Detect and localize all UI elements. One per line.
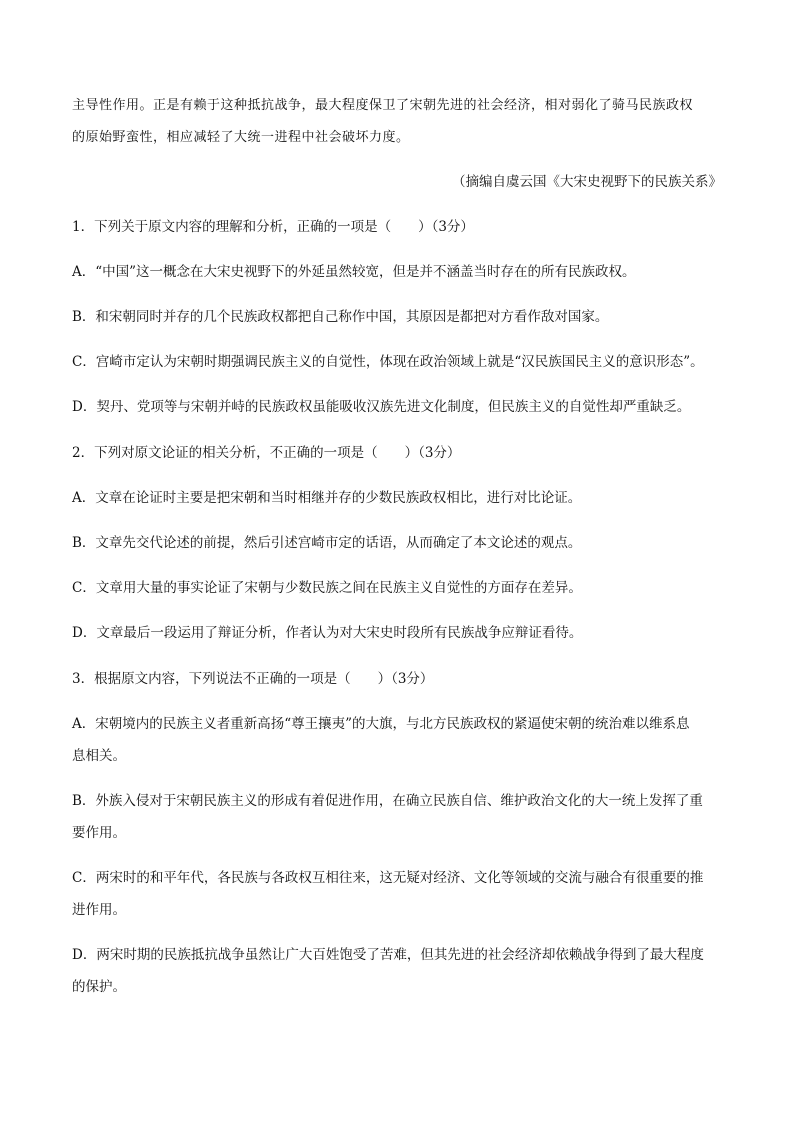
intro-text-line-1: 主导性作用。正是有赖于这种抵抗战争，最大程度保卫了宋朝先进的社会经济，相对弱化了骑马民族政权 xyxy=(72,98,694,113)
question-3-option-d-line-2: 的保护。 xyxy=(72,979,126,995)
question-3-option-c xyxy=(72,867,722,921)
question-2-option-a: A．文章在论证时主要是把宋朝和当时相继并存的少数民族政权相比，进行对比论证。 xyxy=(72,490,582,506)
question-1-option-c: C．宫崎市定认为宋朝时期强调民族主义的自觉性，体现在政治领域上就是“汉民族国民主义的意识形态”。 xyxy=(72,354,704,370)
source-citation: （摘编自虞云国《大宋史视野下的民族关系》 xyxy=(452,174,722,190)
question-3-option-b-line-2: 要作用。 xyxy=(72,825,126,841)
intro-text-line-2: 的原始野蛮性，相应减轻了大统一进程中社会破坏力度。 xyxy=(72,130,410,145)
question-3-option-c-line-1: C．两宋时的和平年代，各民族与各政权互相往来，这无疑对经济、文化等领域的交流与融合有很重要的推 xyxy=(72,870,704,886)
question-3-stem: 3．根据原文内容，下列说法不正确的一项是（ ）（3分） xyxy=(72,671,434,687)
question-2-stem: 2．下列对原文论证的相关分析，不正确的一项是（ ）（3分） xyxy=(72,445,461,461)
question-3-option-c-line-2: 进作用。 xyxy=(72,902,126,918)
question-1-stem: 1．下列关于原文内容的理解和分析，正确的一项是（ ）（3分） xyxy=(72,219,474,235)
question-3-option-d xyxy=(72,944,722,998)
question-2 xyxy=(72,442,722,644)
question-2-option-c: C．文章用大量的事实论证了宋朝与少数民族之间在民族主义自觉性的方面存在差异。 xyxy=(72,580,582,596)
question-1-option-d: D．契丹、党项等与宋朝并峙的民族政权虽能吸收汉族先进文化制度，但民族主义的自觉性却严重缺乏。 xyxy=(72,399,691,415)
question-3-option-a xyxy=(72,713,722,767)
question-3 xyxy=(72,668,722,998)
question-3-option-a-line-1: A．宋朝境内的民族主义者重新高扬“尊王攘夷”的大旗，与北方民族政权的紧逼使宋朝的统治难以维系息 xyxy=(72,716,690,732)
question-2-option-b: B．文章先交代论述的前提，然后引述宫崎市定的话语，从而确定了本文论述的观点。 xyxy=(72,535,582,551)
question-3-option-b xyxy=(72,790,722,844)
question-3-option-d-line-1: D．两宋时期的民族抵抗战争虽然让广大百姓饱受了苦难，但其先进的社会经济却依赖战争得到了最大程度 xyxy=(72,947,704,963)
question-1-option-b: B．和宋朝同时并存的几个民族政权都把自己称作中国，其原因是都把对方看作敌对国家。 xyxy=(72,309,609,325)
question-1-option-a: A．“中国”这一概念在大宋史视野下的外延虽然较宽，但是并不涵盖当时存在的所有民族政权。 xyxy=(72,264,636,280)
question-2-option-d: D．文章最后一段运用了辩证分析，作者认为对大宋史时段所有民族战争应辩证看待。 xyxy=(72,625,583,641)
question-1 xyxy=(72,216,722,418)
question-3-option-a-line-2: 息相关。 xyxy=(72,748,126,764)
question-3-option-b-line-1: B．外族入侵对于宋朝民族主义的形成有着促进作用，在确立民族自信、维护政治文化的大一统上发挥了重 xyxy=(72,793,703,809)
